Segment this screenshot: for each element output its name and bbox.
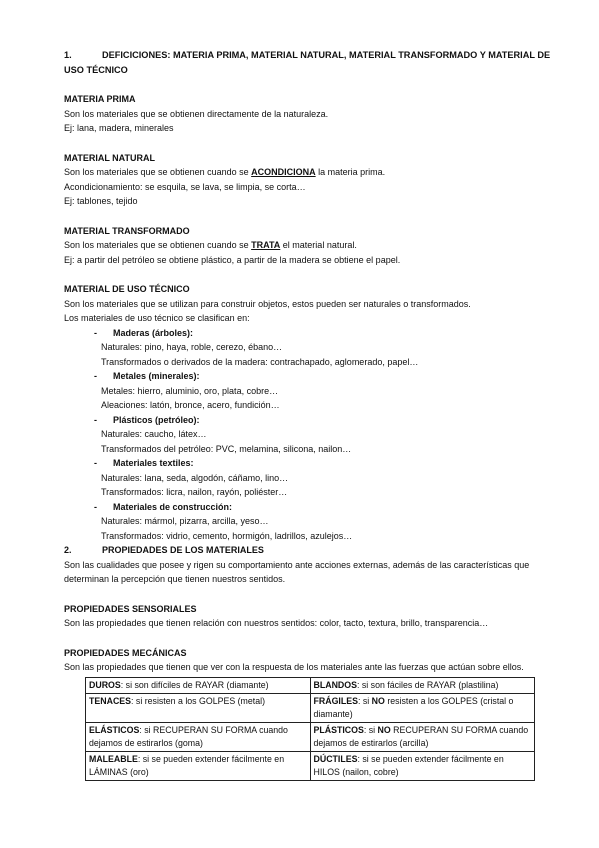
category-plasticos	[94, 413, 554, 428]
property-term: PLÁSTICOS	[313, 724, 364, 735]
property-term: MALEABLE	[89, 753, 138, 764]
table-cell	[86, 751, 311, 780]
table-cell	[86, 722, 311, 751]
category-dash: -	[94, 371, 97, 381]
category-item: Transformados del petróleo: PVC, melamina, silicona, nailon…	[101, 443, 352, 454]
category-construccion	[94, 500, 554, 515]
category-item: Naturales: pino, haya, roble, cerezo, ébano…	[101, 342, 283, 352]
category-item: Transformados o derivados de la madera: contrachapado, aglomerado, papel…	[101, 356, 419, 367]
category-item: Aleaciones: latón, bronce, acero, fundición…	[101, 400, 280, 410]
propiedades-sensoriales-title: PROPIEDADES SENSORIALES	[64, 603, 197, 614]
material-transformado-line-1-before: Son los materiales que se obtienen cuando se	[64, 240, 252, 250]
materia-prima-line-2: Ej: lana, madera, minerales	[64, 123, 174, 133]
property-term: DÚCTILES	[313, 753, 358, 764]
category-metales	[94, 369, 554, 384]
property-term: ELÁSTICOS	[89, 724, 140, 735]
property-desc: : si RECUPERAN SU FORMA cuando dejamos de estirarlos (goma)	[89, 724, 288, 748]
heading-1	[64, 48, 554, 77]
category-dash: -	[94, 414, 97, 425]
property-term: BLANDOS	[313, 679, 357, 690]
table-row	[86, 722, 535, 751]
property-desc-before: : si	[357, 695, 372, 706]
property-term: FRÁGILES	[313, 695, 358, 706]
category-name: Maderas (árboles):	[113, 327, 194, 338]
heading-2	[64, 543, 554, 558]
table-cell	[310, 722, 535, 751]
category-name: Materiales de construcción:	[113, 501, 233, 512]
keyword-trata: TRATA	[251, 240, 281, 250]
keyword-acondiciona: ACONDICIONA	[251, 167, 316, 177]
heading-2-text: PROPIEDADES DE LOS MATERIALES	[102, 545, 264, 555]
table-cell	[86, 677, 311, 693]
property-desc: : si son difíciles de RAYAR (diamante)	[120, 679, 269, 690]
table-cell	[310, 693, 535, 722]
propiedades-sensoriales-line-1: Son las propiedades que tienen relación con nuestros sentidos: color, tacto, textura, brillo, transparencia…	[64, 618, 489, 628]
material-natural-line-2: Acondicionamiento: se esquila, se lava, se limpia, se corta…	[64, 181, 306, 192]
propiedades-mecanicas-title: PROPIEDADES MECÁNICAS	[64, 647, 187, 658]
property-desc: : si se pueden extender fácilmente en HILOS (nailon, cobre)	[313, 753, 504, 777]
property-desc: : si son fáciles de RAYAR (plastilina)	[357, 679, 499, 690]
materia-prima-title: MATERIA PRIMA	[64, 94, 136, 104]
material-transformado-line-1	[64, 238, 554, 253]
property-term: DUROS	[89, 679, 121, 690]
document-page	[64, 48, 554, 781]
category-dash: -	[94, 458, 97, 468]
category-dash: -	[94, 501, 97, 512]
category-item: Metales: hierro, aluminio, oro, plata, cobre…	[101, 385, 279, 396]
category-name: Materiales textiles:	[113, 458, 194, 468]
table-row	[86, 751, 535, 780]
category-name: Plásticos (petróleo):	[113, 414, 200, 425]
material-uso-tecnico-line-2: Los materiales de uso técnico se clasifican en:	[64, 313, 250, 323]
table-cell	[310, 677, 535, 693]
property-desc: : si se pueden extender fácilmente en LÁMINAS (oro)	[89, 753, 285, 777]
category-item: Naturales: mármol, pizarra, arcilla, yeso…	[101, 516, 269, 526]
property-term: TENACES	[89, 695, 132, 706]
category-maderas	[94, 326, 554, 341]
category-item: Naturales: lana, seda, algodón, cáñamo, lino…	[101, 472, 289, 483]
property-desc: resisten a los GOLPES (cristal o diamante)	[313, 695, 514, 719]
materia-prima-line-1: Son los materiales que se obtienen directamente de la naturaleza.	[64, 108, 329, 119]
property-desc-key: NO	[371, 695, 385, 706]
category-textiles	[94, 456, 554, 471]
category-dash: -	[94, 327, 97, 338]
table-row	[86, 693, 535, 722]
category-item: Transformados: licra, nailon, rayón, poliéster…	[101, 487, 288, 497]
property-desc-key: NO	[377, 724, 391, 735]
material-natural-line-1-before: Son los materiales que se obtienen cuando se	[64, 167, 252, 177]
property-desc: RECUPERAN SU FORMA cuando dejamos de estirarlos (arcilla)	[313, 724, 529, 748]
table-cell	[310, 751, 535, 780]
material-transformado-line-1-after: el material natural.	[280, 240, 357, 250]
material-uso-tecnico-line-1: Son los materiales que se utilizan para construir objetos, estos pueden ser naturales o transformados.	[64, 298, 471, 309]
property-desc-before: : si	[363, 724, 378, 735]
material-uso-tecnico-title: MATERIAL DE USO TÉCNICO	[64, 284, 190, 294]
material-natural-line-3: Ej: tablones, tejido	[64, 196, 138, 206]
table-cell	[86, 693, 311, 722]
mechanical-properties-table	[85, 677, 535, 781]
property-desc: : si resisten a los GOLPES (metal)	[131, 695, 265, 706]
category-name: Metales (minerales):	[113, 371, 200, 381]
category-item: Naturales: caucho, látex…	[101, 429, 207, 439]
material-natural-title: MATERIAL NATURAL	[64, 152, 155, 163]
heading-2-paragraph: Son las cualidades que posee y rigen su comportamiento ante acciones externas, además de las características que determinan la percepción que tienen nuestros sentidos.	[64, 559, 530, 584]
table-row	[86, 677, 535, 693]
material-transformado-title: MATERIAL TRANSFORMADO	[64, 225, 190, 236]
propiedades-mecanicas-line-1: Son las propiedades que tienen que ver con la respuesta de los materiales ante las fuerzas que actúan sobre ellos.	[64, 662, 524, 672]
category-item: Transformados: vidrio, cemento, hormigón, ladrillos, azulejos…	[101, 530, 353, 541]
material-natural-line-1-after: la materia prima.	[315, 167, 386, 177]
material-natural-line-1	[64, 165, 554, 180]
heading-2-number: 2.	[64, 545, 72, 555]
heading-1-text: DEFICICIONES: MATERIA PRIMA, MATERIAL NATURAL, MATERIAL TRANSFORMADO Y MATERIAL DE USO TÉCNICO	[64, 50, 551, 75]
heading-1-number: 1.	[64, 50, 72, 60]
material-transformado-line-2: Ej: a partir del petróleo se obtiene plástico, a partir de la madera se obtiene el papel.	[64, 254, 401, 265]
